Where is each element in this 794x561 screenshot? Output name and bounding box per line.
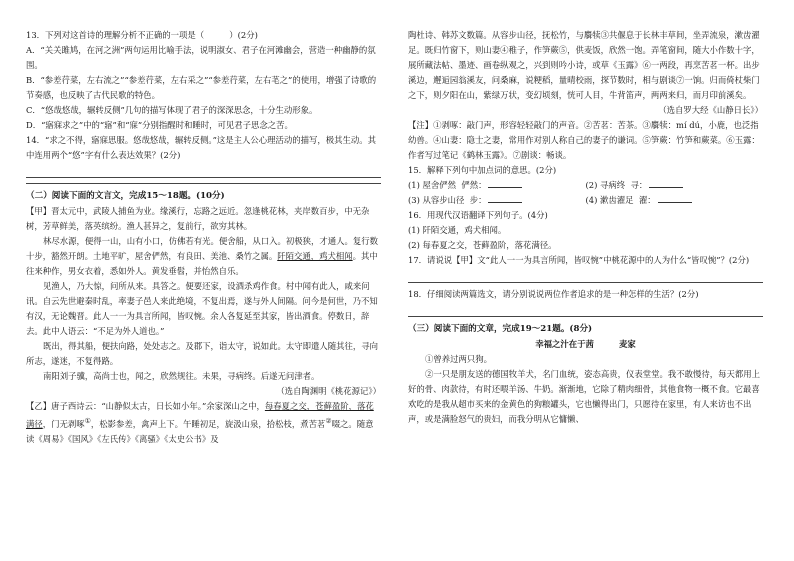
essay-paragraph-2: ②一只是朋友送的德国牧羊犬，名门血统，姿态高贵，仪表堂堂。我不敢慢待，每天都用上好的骨、肉款待，有时还喂羊汤、牛奶。渐渐地，它除了精肉细骨，其他食物一概不食。它最喜欢吃的是我从超市买来的金黄色的狗粮罐头，它也懒得出门，只愿待在家里，有人来访也不出声，或是满脸怒气的贵妇，而我分明从它慵懒、: [408, 369, 760, 424]
q18-answer-line[interactable]: [408, 302, 763, 317]
section-3-title: （三）阅读下面的文章，完成19～21题。(8分): [408, 324, 593, 334]
q13-option-a: A．“关关雎鸠，在河之洲”两句运用比喻手法，说明淑女、君子在河滩幽会，营造一种幽静的氛围。: [26, 45, 376, 70]
yi-paragraph-continued: 陶杜诗、韩苏文数篇。从容步山径，抚松竹，与麛犊③共偃息于长林丰草间，坐弄流泉，漱齿濯足。既归竹窗下，则山妻④稚子，作笋蕨⑤，供麦饭，欣然一饱。弄笔窗间，随大小作数十字，展所藏法帖、墨迹、画卷纵观之，兴到则吟小诗，或草《玉露》⑥一两段，再烹苦茗一杯。出步溪边，邂逅园翁溪友，问桑麻，说粳稻，量晴校雨，探节数时，相与剧谈⑦一饷。归而倚杖柴门之下，则夕阳在山，紫绿万状，变幻顷刻，恍可人目，牛背笛声，两两来归，而月印前溪矣。: [408, 30, 760, 100]
right-column: [408, 28, 763, 427]
q15-2-label: (2) 寻病终: [585, 180, 626, 190]
yi-text-d: 啜之。随意读《周易》《国风》《左氏传》《离骚》《太史公书》及: [26, 418, 374, 444]
q15-3-blank[interactable]: [488, 193, 522, 203]
q13-option-c: C．“悠哉悠哉，辗转反侧”几句的描写体现了君子的深深思念，十分生动形象。: [26, 105, 318, 115]
yi-paragraph-start: [26, 399, 381, 447]
yi-text-a: 【乙】唐子西诗云：“山静似太古，日长如小年。”余家深山之中，: [26, 401, 265, 411]
footnote-mark-2: ②: [325, 417, 332, 425]
yi-text-c: ，松影参差，禽声上下。午睡初足，旋汲山泉，拾松枝，煮苦茗: [90, 418, 326, 429]
annotation-notes: 【注】①剥啄：敲门声，形容轻轻敲门的声音。②苦茗：苦茶。③麛犊：mí dú，小鹿，也泛指幼兽。④山妻：隐士之妻，常用作对别人称自己的妻子的谦词。⑤笋蕨：竹笋和蕨菜。⑥玉露：作者写过笔记《鹤林玉露》。⑦剧谈：畅谈。: [408, 120, 760, 160]
q15-4-word: 濯：: [638, 195, 656, 205]
q15-2-word: 寻：: [630, 180, 648, 190]
jia-paragraph-5: 南阳刘子骥，高尚士也，闻之，欣然规往。未果，寻病终。后遂无问津者。: [43, 371, 320, 381]
q17-answer-line[interactable]: [408, 268, 763, 283]
essay-title: 幸福之汁在于茜 麦家: [535, 339, 636, 349]
essay-paragraph-1: ①曾养过两只狗。: [425, 354, 492, 364]
jia-paragraph-2: [26, 234, 381, 279]
q16-item-1: (1) 阡陌交通，鸡犬相闻。: [408, 225, 507, 235]
section-2-title: （二）阅读下面的文言文，完成15～18题。(10分): [26, 191, 225, 201]
yi-text-b: ，门无剥啄: [42, 418, 85, 429]
q15-3-label: (3) 从容步山径: [408, 195, 465, 205]
q17-stem: 17．请说说【甲】文“此人一一为具言所闻，皆叹惋”中桃花源中的人为什么“皆叹惋”？(2分): [408, 255, 750, 265]
section-divider: [26, 183, 381, 184]
q16-item-2: (2) 每春夏之交，苍藓盈阶，落花满径。: [408, 240, 557, 250]
jia-paragraph-4: 既出，得其船，便扶向路，处处志之。及郡下，诣太守，说如此。太守即遣人随其往，寻向所志，遂迷，不复得路。: [26, 341, 378, 366]
q13-option-b: B．“参差荇菜，左右流之”“参差荇菜，左右采之”“参差荇菜，左右芼之”的使用，增强了诗歌的节奏感，也反映了古代民歌的特色。: [26, 75, 377, 100]
q15-4-blank[interactable]: [658, 193, 692, 203]
q15-1-word: 俨然：: [461, 180, 487, 190]
q15-3-word: 步：: [469, 195, 487, 205]
jia-p2-text-a: 林尽水源，便得一山，山有小口，仿佛若有光。便舍船，从口入。初极狭，才通人。复行数十步，豁然开朗。土地平旷，屋舍俨然，有良田、美池、桑竹之属。: [26, 236, 378, 261]
q15-row-1: [408, 178, 763, 193]
jia-source: （选自陶渊明《桃花源记》）: [276, 386, 381, 396]
q15-row-2: [408, 193, 763, 208]
q15-1-blank[interactable]: [488, 178, 522, 188]
jia-p2-text-b: 。其中往来种作，男女衣着，悉如外人。黄发垂髫，并怡然自乐。: [26, 251, 378, 276]
q18-stem: 18．仔细阅读两篇选文，请分别说说两位作者追求的是一种怎样的生活？(2分): [408, 289, 699, 299]
footnote-mark-1: ①: [84, 417, 91, 425]
q13-option-d: D．“寤寐求之”中的“寤”和“寐”分别指醒时和睡时，可见君子思念之苦。: [26, 120, 293, 130]
yi-underlined: 每春夏之交，苍藓盈阶，落花满径: [26, 401, 374, 429]
jia-p2-underlined: 阡陌交通，鸡犬相闻: [277, 251, 353, 261]
q15-stem: 15．解释下列句中加点词的意思。(2分): [408, 165, 557, 175]
q16-stem: 16．用现代汉语翻译下列句子。(4分): [408, 210, 548, 220]
q15-1-label: (1) 屋舍俨然: [408, 180, 457, 190]
yi-source: （选自罗大经《山静日长》）: [658, 105, 763, 115]
q14-stem: 14．“求之不得，寤寐思服。悠哉悠哉，辗转反侧。”这是主人公心理活动的描写，极其生动。其中连用两个“悠”字有什么表达效果？(2分): [26, 135, 377, 160]
q15-4-label: (4) 漱齿濯足: [585, 195, 634, 205]
left-column: [26, 28, 381, 447]
q15-2-blank[interactable]: [649, 178, 683, 188]
jia-paragraph-3: 见渔人，乃大惊，问所从来。具答之。便要还家，设酒杀鸡作食。村中闻有此人，咸来问讯。自云先世避秦时乱，率妻子邑人来此绝境，不复出焉，遂与外人间隔。问今是何世，乃不知有汉，无论魏晋。此人一一为具言所闻，皆叹惋。余人各复延至其家，皆出酒食。停数日，辞去。此中人语云：“不足为外人道也。”: [26, 281, 378, 336]
q13-stem: 13．下列对这首诗的理解分析不正确的一项是（ ）(2分): [26, 30, 258, 40]
jia-paragraph-1: 【甲】晋太元中，武陵人捕鱼为业。缘溪行，忘路之远近。忽逢桃花林，夹岸数百步，中无杂树，芳草鲜美，落英缤纷。渔人甚异之，复前行，欲穷其林。: [26, 206, 370, 231]
q14-answer-line[interactable]: [26, 163, 381, 178]
